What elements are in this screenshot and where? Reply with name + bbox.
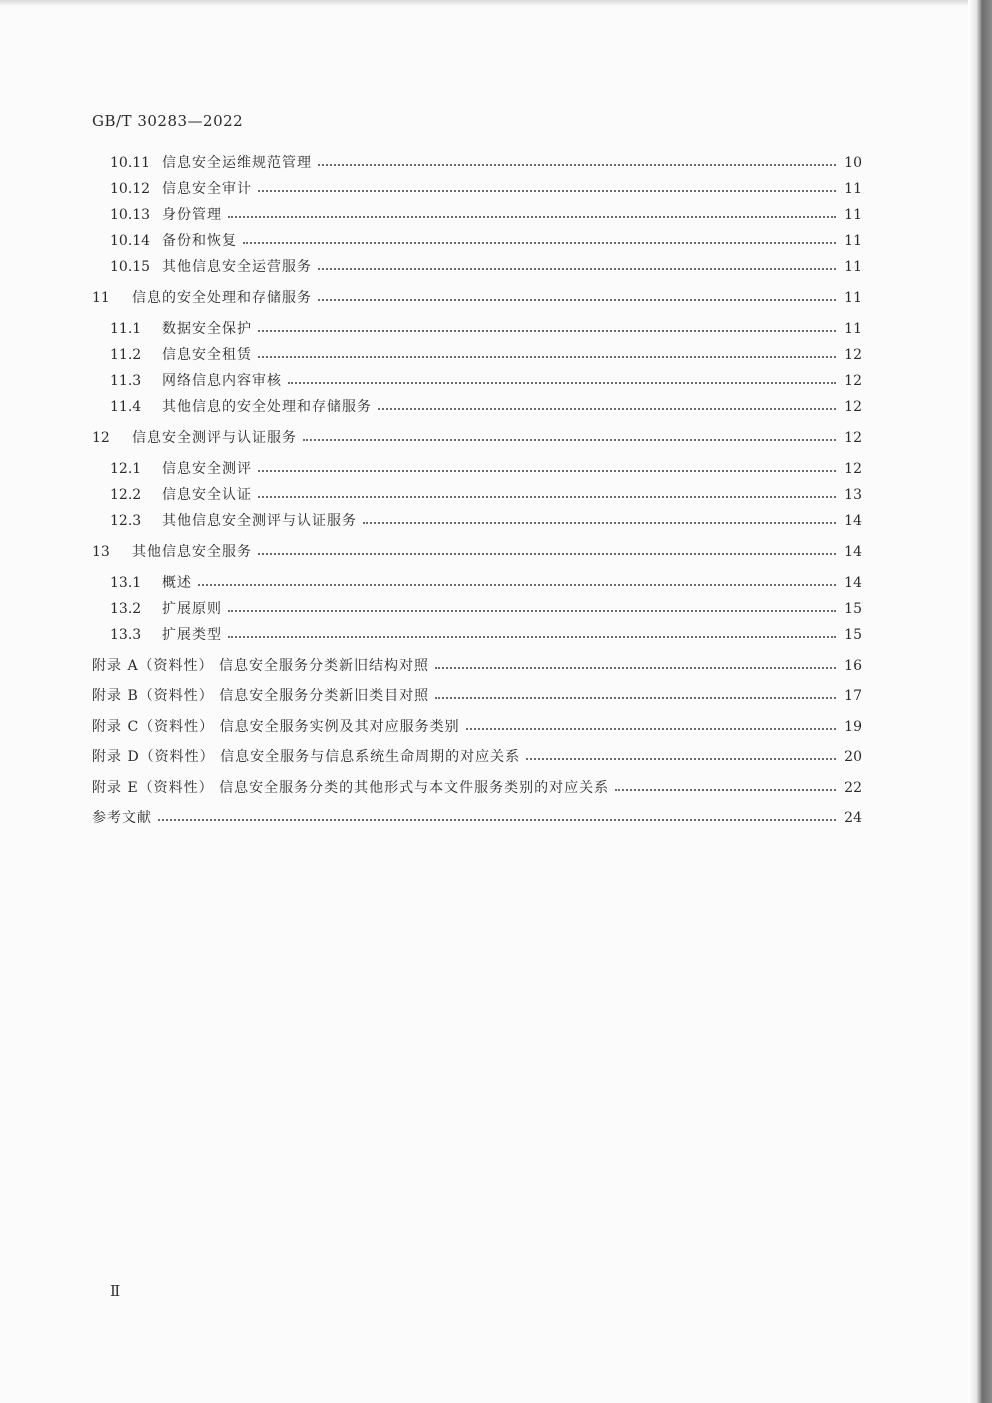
toc-entry-title: 其他信息的安全处理和存储服务 [162, 399, 372, 415]
page-number: Ⅱ [110, 1282, 121, 1300]
toc-entry-number: 11.4 [110, 399, 142, 415]
toc-dot-leader [258, 470, 836, 472]
toc-entry-title: 附录 C（资料性） 信息安全服务实例及其对应服务类别 [92, 719, 460, 735]
toc-entry-page: 20 [844, 749, 862, 765]
toc-entry[interactable] [92, 427, 862, 449]
toc-dot-leader [258, 190, 836, 192]
toc-entry[interactable] [110, 178, 862, 200]
toc-entry-number: 13.2 [110, 601, 142, 617]
toc-entry-title: 附录 E（资料性） 信息安全服务分类的其他形式与本文件服务类别的对应关系 [92, 780, 610, 796]
toc-entry[interactable] [92, 746, 862, 768]
toc-entry-number: 12.1 [110, 461, 142, 477]
document-code: GB/T 30283—2022 [92, 112, 244, 130]
toc-entry-title: 身份管理 [162, 207, 222, 223]
toc-entry-title: 参考文献 [92, 810, 152, 826]
toc-entry-title: 信息安全认证 [162, 487, 252, 503]
toc-entry-page: 13 [844, 487, 862, 503]
toc-entry[interactable] [110, 370, 862, 392]
toc-entry-number: 13.1 [110, 575, 142, 591]
toc-dot-leader [303, 439, 836, 441]
toc-entry-page: 10 [844, 155, 862, 171]
toc-dot-leader [228, 636, 836, 638]
toc-entry-page: 11 [844, 207, 862, 223]
toc-entry-page: 15 [844, 627, 862, 643]
toc-entry-title: 其他信息安全测评与认证服务 [162, 513, 357, 529]
toc-entry[interactable] [110, 458, 862, 480]
toc-entry-page: 11 [844, 233, 862, 249]
toc-entry[interactable] [110, 572, 862, 594]
toc-entry[interactable] [110, 484, 862, 506]
toc-dot-leader [258, 553, 836, 555]
toc-entry-title: 附录 A（资料性） 信息安全服务分类新旧结构对照 [92, 658, 430, 674]
toc-entry-page: 12 [844, 347, 862, 363]
toc-entry-number: 13.3 [110, 627, 142, 643]
toc-dot-leader [435, 667, 836, 669]
toc-dot-leader [435, 697, 836, 699]
toc-entry-page: 24 [844, 810, 862, 826]
toc-dot-leader [378, 408, 836, 410]
toc-entry-title: 信息安全审计 [162, 181, 252, 197]
toc-entry[interactable] [92, 287, 862, 309]
toc-entry-number: 13 [92, 544, 110, 560]
toc-entry[interactable] [110, 510, 862, 532]
scan-edge-right [968, 0, 992, 1403]
toc-entry-title: 备份和恢复 [162, 233, 237, 249]
toc-entry-number: 12.3 [110, 513, 142, 529]
toc-entry-page: 11 [844, 259, 862, 275]
toc-entry[interactable] [110, 318, 862, 340]
toc-entry-number: 12.2 [110, 487, 142, 503]
toc-entry-title: 信息安全测评与认证服务 [132, 430, 297, 446]
toc-entry-page: 17 [844, 688, 862, 704]
toc-entry[interactable] [110, 230, 862, 252]
toc-dot-leader [318, 268, 836, 270]
toc-entry-title: 其他信息安全服务 [132, 544, 252, 560]
toc-entry-number: 11.2 [110, 347, 142, 363]
toc-entry-page: 12 [844, 430, 862, 446]
toc-entry-page: 19 [844, 719, 862, 735]
toc-entry-page: 14 [844, 513, 862, 529]
toc-dot-leader [228, 216, 836, 218]
toc-entry[interactable] [110, 256, 862, 278]
toc-dot-leader [258, 356, 836, 358]
toc-entry-number: 10.15 [110, 259, 151, 275]
toc-entry-page: 14 [844, 575, 862, 591]
toc-entry[interactable] [110, 152, 862, 174]
toc-entry-title: 扩展类型 [162, 627, 222, 643]
toc-entry[interactable] [92, 807, 862, 829]
toc-entry-number: 12 [92, 430, 110, 446]
toc-entry[interactable] [92, 716, 862, 738]
toc-entry-page: 14 [844, 544, 862, 560]
toc-entry[interactable] [92, 777, 862, 799]
toc-dot-leader [363, 522, 836, 524]
toc-entry-title: 信息的安全处理和存储服务 [132, 290, 312, 306]
toc-entry-title: 扩展原则 [162, 601, 222, 617]
toc-entry-number: 11.1 [110, 321, 142, 337]
toc-dot-leader [318, 164, 836, 166]
toc-entry-title: 附录 D（资料性） 信息安全服务与信息系统生命周期的对应关系 [92, 749, 521, 765]
toc-entry[interactable] [110, 396, 862, 418]
toc-dot-leader [526, 758, 836, 760]
toc-entry-title: 网络信息内容审核 [162, 373, 282, 389]
toc-entry-number: 11 [92, 290, 110, 306]
toc-entry-number: 11.3 [110, 373, 142, 389]
toc-entry-page: 16 [844, 658, 862, 674]
toc-dot-leader [228, 610, 836, 612]
toc-entry-number: 10.11 [110, 155, 151, 171]
toc-dot-leader [318, 299, 836, 301]
toc-entry-title: 其他信息安全运营服务 [162, 259, 312, 275]
toc-entry-title: 附录 B（资料性） 信息安全服务分类新旧类目对照 [92, 688, 430, 704]
toc-entry[interactable] [92, 685, 862, 707]
toc-entry[interactable] [110, 598, 862, 620]
toc-entry-number: 10.14 [110, 233, 151, 249]
toc-entry-page: 11 [844, 321, 862, 337]
toc-dot-leader [288, 382, 836, 384]
scan-edge-top [0, 0, 992, 6]
toc-dot-leader [158, 819, 836, 821]
toc-entry-page: 12 [844, 461, 862, 477]
toc-entry[interactable] [92, 541, 862, 563]
toc-dot-leader [258, 330, 836, 332]
toc-entry-title: 信息安全测评 [162, 461, 252, 477]
toc-entry-page: 11 [844, 290, 862, 306]
toc-entry[interactable] [110, 344, 862, 366]
toc-dot-leader [243, 242, 836, 244]
toc-entry-page: 11 [844, 181, 862, 197]
toc-entry-page: 12 [844, 373, 862, 389]
toc-dot-leader [466, 728, 836, 730]
toc-dot-leader [198, 584, 836, 586]
toc-entry-title: 数据安全保护 [162, 321, 252, 337]
toc-entry[interactable] [110, 204, 862, 226]
toc-entry[interactable] [92, 655, 862, 677]
toc-dot-leader [258, 496, 836, 498]
toc-entry-page: 15 [844, 601, 862, 617]
toc-entry-number: 10.13 [110, 207, 151, 223]
toc-entry[interactable] [110, 624, 862, 646]
toc-entry-number: 10.12 [110, 181, 151, 197]
toc-entry-page: 22 [844, 780, 862, 796]
toc-entry-title: 信息安全租赁 [162, 347, 252, 363]
toc-entry-page: 12 [844, 399, 862, 415]
toc-dot-leader [615, 789, 836, 791]
toc-entry-title: 信息安全运维规范管理 [162, 155, 312, 171]
toc-entry-title: 概述 [162, 575, 192, 591]
